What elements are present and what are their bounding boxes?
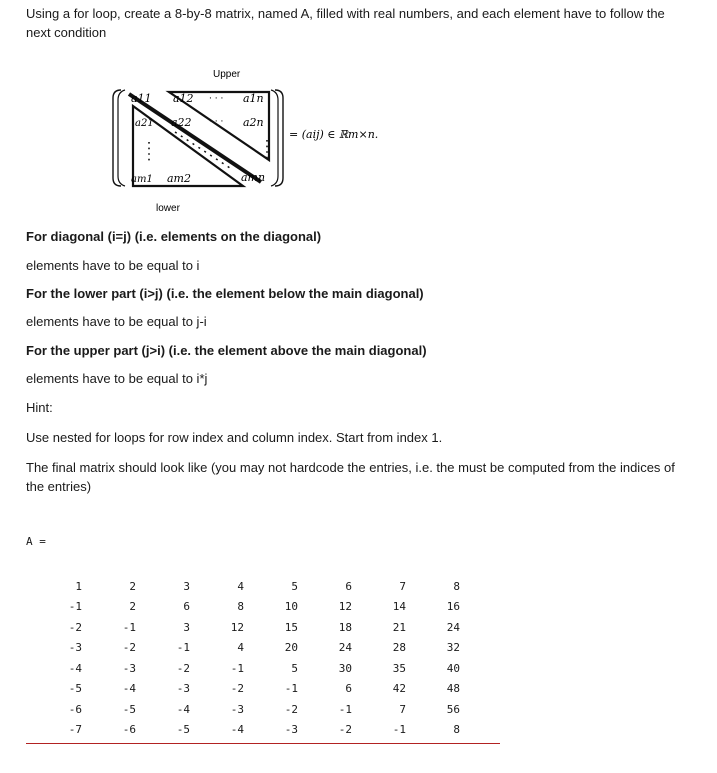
upper-text: elements have to be equal to i*j: [26, 371, 208, 386]
matrix-cell: 56: [446, 702, 460, 716]
matrix-cell: -1: [68, 600, 82, 614]
hint-label: Hint:: [26, 400, 53, 415]
left-bracket-inner: [118, 90, 125, 186]
matrix-cell: 8: [453, 579, 460, 593]
label-a22: a22: [171, 116, 192, 129]
matrix-cell: -4: [68, 661, 82, 675]
matrix-cell: 12: [230, 620, 244, 634]
matrix-cell: 8: [237, 600, 244, 614]
label-a12: a12: [173, 92, 194, 105]
matrix-cell: 2: [129, 600, 136, 614]
matrix-diagram: [105, 64, 425, 216]
matrix-row: [40, 617, 460, 638]
intro-paragraph: Using a for loop, create a 8-by-8 matrix, named A, filled with real numbers, and each element have to follow the next condition: [26, 6, 665, 40]
matrix-cell: -3: [176, 682, 190, 696]
lower-heading: For the lower part (i>j) (i.e. the element below the main diagonal): [26, 286, 424, 301]
matrix-cell: -6: [68, 702, 82, 716]
matrix-cell: -3: [230, 702, 244, 716]
matrix-cell: 2: [129, 579, 136, 593]
matrix-row: [40, 576, 460, 597]
matrix-cell: -3: [68, 641, 82, 655]
matrix-cell: 5: [291, 661, 298, 675]
matrix-cell: 24: [338, 641, 352, 655]
matrix-cell: -2: [230, 682, 244, 696]
matrix-cell: 18: [338, 620, 352, 634]
matrix-cell: 3: [183, 579, 190, 593]
matrix-cell: 28: [392, 641, 406, 655]
second-row-dots: · · ·: [209, 117, 224, 127]
matrix-cell: -2: [284, 702, 298, 716]
matrix-cell: -2: [176, 661, 190, 675]
matrix-row: [40, 597, 460, 618]
matrix-cell: 4: [237, 641, 244, 655]
matrix-cell: 42: [392, 682, 406, 696]
matrix-row: [40, 679, 460, 700]
matrix-cell: -2: [338, 723, 352, 737]
final-matrix-text: The final matrix should look like (you may not hardcode the entries, i.e. the must be computed from the indices of the entries): [26, 460, 675, 494]
diagonal-heading: For diagonal (i=j) (i.e. elements on the diagonal): [26, 229, 322, 244]
matrix-cell: 14: [392, 600, 406, 614]
matrix-cell: -1: [230, 661, 244, 675]
matrix-cell: 40: [446, 661, 460, 675]
matrix-cell: 4: [237, 579, 244, 593]
matrix-cell: 15: [284, 620, 298, 634]
top-row-dots: · · ·: [209, 94, 224, 104]
label-a21: a21: [135, 118, 154, 129]
matrix-cell: -6: [122, 723, 136, 737]
matrix-cell: 12: [338, 600, 352, 614]
matrix-cell: 10: [284, 600, 298, 614]
matrix-cell: 8: [453, 723, 460, 737]
label-am1: am1: [131, 174, 153, 185]
lower-label: lower: [156, 203, 180, 214]
matrix-cell: -1: [392, 723, 406, 737]
matrix-cell: -4: [122, 682, 136, 696]
label-a1n: a1n: [243, 92, 264, 105]
matrix-row: [40, 699, 460, 720]
divider-rule: [26, 743, 500, 744]
right-bracket: [275, 90, 283, 186]
matrix-cell: 48: [446, 682, 460, 696]
matrix-cell: -7: [68, 723, 82, 737]
matrix-cell: 1: [75, 579, 82, 593]
label-a11: a11: [131, 92, 152, 105]
matrix-cell: -2: [68, 620, 82, 634]
matrix-cell: 6: [345, 682, 352, 696]
matrix-label: A =: [26, 535, 46, 548]
matrix-cell: 5: [291, 579, 298, 593]
matrix-cell: 16: [446, 600, 460, 614]
upper-label: Upper: [213, 69, 241, 80]
matrix-row: [40, 638, 460, 659]
matrix-cell: -5: [176, 723, 190, 737]
matrix-cell: 6: [183, 600, 190, 614]
matrix-cell: -4: [230, 723, 244, 737]
matrix-cell: -1: [176, 641, 190, 655]
matrix-cell: 6: [345, 579, 352, 593]
upper-heading: For the upper part (j>i) (i.e. the element above the main diagonal): [26, 343, 427, 358]
matrix-row: [40, 658, 460, 679]
right-bracket-inner: [271, 90, 278, 186]
left-bracket: [113, 90, 121, 186]
result-matrix: [40, 576, 460, 740]
matrix-cell: 20: [284, 641, 298, 655]
hint-text: Use nested for loops for row index and column index. Start from index 1.: [26, 430, 443, 445]
diagonal-text: elements have to be equal to i: [26, 258, 200, 273]
label-amn: amn: [241, 171, 266, 184]
equation: = (aij) ∈ ℝm×n.: [289, 128, 379, 141]
matrix-cell: 7: [399, 702, 406, 716]
matrix-cell: -4: [176, 702, 190, 716]
matrix-cell: 24: [446, 620, 460, 634]
diagonal-dots: [175, 132, 230, 168]
matrix-cell: -5: [122, 702, 136, 716]
matrix-row: [40, 720, 460, 741]
matrix-cell: -1: [122, 620, 136, 634]
matrix-cell: 32: [446, 641, 460, 655]
matrix-cell: -3: [122, 661, 136, 675]
label-am2: am2: [167, 172, 191, 185]
matrix-cell: -3: [284, 723, 298, 737]
label-a2n: a2n: [243, 116, 264, 129]
lower-text: elements have to be equal to j-i: [26, 314, 207, 329]
matrix-cell: 35: [392, 661, 406, 675]
matrix-cell: -1: [284, 682, 298, 696]
matrix-cell: -2: [122, 641, 136, 655]
matrix-cell: 30: [338, 661, 352, 675]
matrix-cell: -5: [68, 682, 82, 696]
diagonal-line: [129, 94, 261, 182]
matrix-cell: 7: [399, 579, 406, 593]
matrix-cell: 3: [183, 620, 190, 634]
matrix-cell: -1: [338, 702, 352, 716]
matrix-cell: 21: [392, 620, 406, 634]
